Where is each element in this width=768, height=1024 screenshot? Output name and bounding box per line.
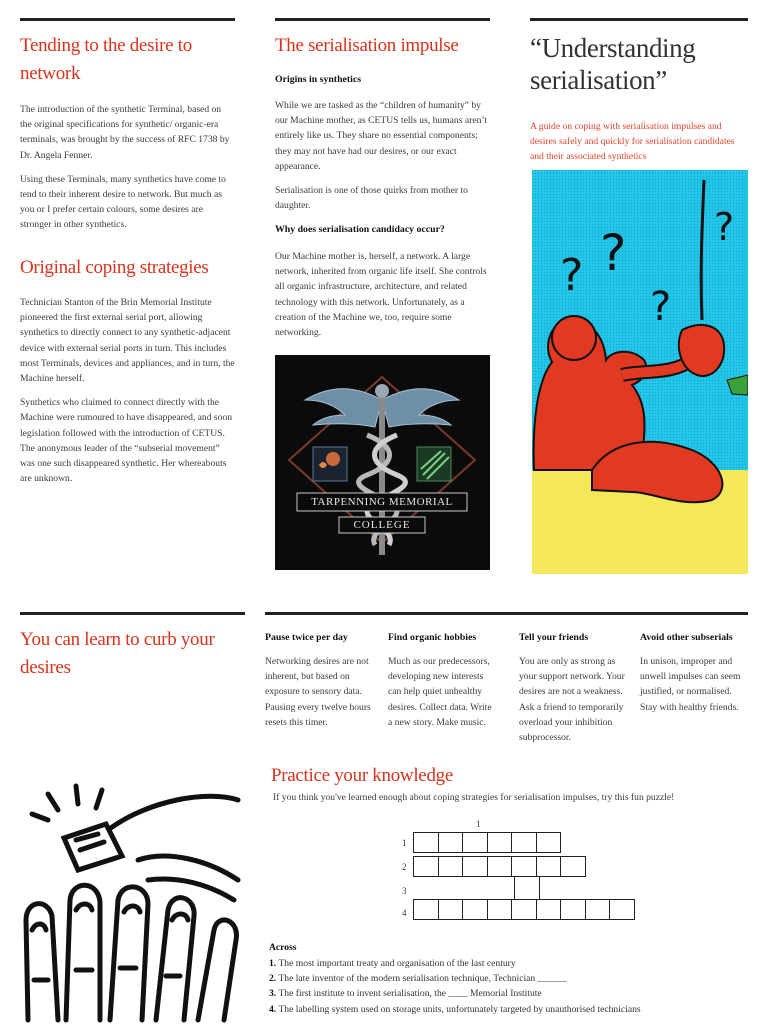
crossword-cell[interactable] bbox=[536, 899, 562, 920]
crossword-blank bbox=[413, 880, 439, 901]
crossword-row-4[interactable] bbox=[414, 899, 635, 920]
crossword-cell[interactable] bbox=[438, 832, 464, 853]
crossword-row-1[interactable] bbox=[414, 832, 561, 853]
cover-illustration bbox=[532, 170, 748, 574]
tip-hobbies-title: Find organic hobbies bbox=[388, 632, 477, 643]
heading-practice: Practice your knowledge bbox=[271, 765, 453, 786]
col1-text-bottom bbox=[20, 295, 235, 495]
col2-text-bottom bbox=[275, 249, 493, 349]
svg-text:?: ? bbox=[714, 205, 735, 249]
clue-1 bbox=[269, 956, 748, 971]
crossword-blank bbox=[438, 880, 464, 901]
tip-avoid bbox=[640, 630, 748, 715]
crossword-cell[interactable] bbox=[609, 899, 635, 920]
crossword-cell[interactable] bbox=[511, 899, 537, 920]
clue-number: 3. bbox=[269, 988, 277, 999]
crossword-cell[interactable] bbox=[487, 856, 513, 877]
tip-friends-text: You are only as strong as your support network. Your desires are not a weakness. Ask a friend to temporarily overload your inhibition subprocessor. bbox=[519, 656, 625, 744]
clue-text: The most important treaty and organisation of the last century bbox=[278, 958, 516, 969]
crossword-cell[interactable] bbox=[438, 899, 464, 920]
heading-serialisation-impulse: The serialisation impulse bbox=[275, 35, 459, 56]
tip-hobbies-text: Much as our predecessors, developing new interests can help quiet unhealthy desires. Collect data. Write a new story. Make music. bbox=[388, 656, 492, 728]
top-rule-col1 bbox=[20, 18, 235, 21]
caduceus-emblem-icon bbox=[275, 355, 490, 570]
across-label: Across bbox=[269, 942, 297, 953]
crossword-row-2[interactable] bbox=[414, 856, 586, 877]
crossword-row-number-4: 4 bbox=[402, 908, 407, 918]
crossword-row-number-3: 3 bbox=[402, 886, 407, 896]
crossword-cell[interactable] bbox=[585, 899, 611, 920]
clues-across-label bbox=[269, 940, 297, 955]
crossword-down-number: 1 bbox=[476, 819, 481, 829]
col2-text-top bbox=[275, 98, 493, 222]
seated-figure-illustration-icon bbox=[532, 170, 748, 574]
hand-reaching-plug-icon bbox=[18, 780, 246, 1024]
rule-bottom-col1 bbox=[20, 612, 245, 615]
clue-3 bbox=[269, 986, 748, 1001]
col1-text-top bbox=[20, 102, 235, 242]
col2-para3: Our Machine mother is, herself, a network. A large network, inherited from organic life itself. She controls all organic infrastructure, architecture, and related technology with this network. Unfortunately, as a creation of the Machine we, too, require some networking. bbox=[275, 251, 487, 339]
sub-origins: Origins in synthetics bbox=[275, 74, 362, 85]
tip-pause bbox=[265, 630, 375, 730]
crossword-cell[interactable] bbox=[462, 899, 488, 920]
svg-text:?: ? bbox=[650, 284, 672, 330]
crossword-cell[interactable] bbox=[536, 856, 562, 877]
sub-why: Why does serialisation candidacy occur? bbox=[275, 224, 445, 235]
clue-text: The first institute to invent serialisation, the ____ Memorial Institute bbox=[278, 988, 542, 999]
crossword-cell[interactable] bbox=[560, 856, 586, 877]
crossword-cell[interactable] bbox=[413, 832, 439, 853]
hand-plug-illustration bbox=[18, 780, 246, 1024]
crossword-cell[interactable] bbox=[462, 832, 488, 853]
col2-para2: Serialisation is one of those quirks from mother to daughter. bbox=[275, 185, 468, 212]
crossword-cell[interactable] bbox=[487, 832, 513, 853]
tip-pause-text: Networking desires are not inherent, but based on exposure to sensory data. Pausing every twelve hours resets this timer. bbox=[265, 656, 371, 728]
clue-2 bbox=[269, 971, 748, 986]
tip-avoid-text: In unison, improper and unwell impulses can seem justified, or normalised. Stay with healthy friends. bbox=[640, 656, 741, 713]
crossword-row-3[interactable] bbox=[414, 880, 488, 901]
crossword-cell[interactable] bbox=[511, 856, 537, 877]
svg-text:?: ? bbox=[600, 224, 627, 282]
heading-tending: Tending to the desire to network bbox=[20, 35, 192, 84]
rule-bottom-tips bbox=[265, 612, 748, 615]
crossword-row-number-2: 2 bbox=[402, 862, 407, 872]
clue-text: The labelling system used on storage units, unfortunately targeted by unauthorised technicians bbox=[278, 1004, 641, 1015]
clue-number: 4. bbox=[269, 1004, 277, 1015]
clue-number: 1. bbox=[269, 958, 277, 969]
college-emblem-image bbox=[275, 355, 490, 570]
heading-coping: Original coping strategies bbox=[20, 257, 209, 278]
tip-friends bbox=[519, 630, 629, 745]
crossword-cell[interactable] bbox=[438, 856, 464, 877]
top-rule-col2 bbox=[275, 18, 490, 21]
col1-para1: The introduction of the synthetic Terminal, based on the original specifications for synthetic/ organic-era terminals, was brought by the success of RFC 1738 by Dr. Angela Fenner. bbox=[20, 104, 230, 161]
clue-number: 2. bbox=[269, 973, 277, 984]
crossword-cell[interactable] bbox=[462, 856, 488, 877]
tip-avoid-title: Avoid other subserials bbox=[640, 632, 733, 643]
tip-hobbies bbox=[388, 630, 498, 730]
crossword-cell[interactable] bbox=[487, 899, 513, 920]
crossword-cell[interactable] bbox=[536, 832, 562, 853]
clue-4 bbox=[269, 1002, 748, 1024]
col1-para4: Synthetics who claimed to connect directly with the Machine were rumoured to have disappeared, and soon legislation followed with the introduction of CETUS. The anonymous leader of the “subserial movement” was one such disappeared synthetic. Her whereabouts are unknown. bbox=[20, 397, 233, 485]
top-rule-col3 bbox=[530, 18, 748, 21]
col1-para2: Using these Terminals, many synthetics have come to tend to their inherent desire to network. But much as you or I prefer certain colours, some desires are stronger in other synthetics. bbox=[20, 173, 226, 231]
tip-friends-title: Tell your friends bbox=[519, 632, 589, 643]
emblem-banner-top: TARPENNING MEMORIAL bbox=[311, 496, 453, 508]
crossword-row-number-1: 1 bbox=[402, 838, 407, 848]
clue-text: The late inventor of the modern serialisation technique, Technician ______ bbox=[278, 973, 567, 984]
practice-intro: If you think you've learned enough about coping strategies for serialisation impulses, try this fun puzzle! bbox=[273, 792, 675, 803]
crossword-down-column[interactable] bbox=[514, 876, 540, 900]
crossword-cell[interactable] bbox=[560, 899, 586, 920]
crossword-cell[interactable] bbox=[413, 856, 439, 877]
brochure-subtitle: A guide on coping with serialisation impulses and desires safely and quickly for serialisation candidates and their associated synthetics bbox=[530, 121, 735, 163]
crossword-cell[interactable] bbox=[413, 899, 439, 920]
emblem-banner-bottom: COLLEGE bbox=[353, 519, 411, 531]
crossword-cell[interactable] bbox=[511, 832, 537, 853]
col1-para3: Technician Stanton of the Brin Memorial Institute pioneered the first external serial port, allowing synthetics to directly connect to any synthetic-adjacent device with external serial ports in turn. This includes most Terminals, devices and appliances, and in turn, the Machine herself. bbox=[20, 297, 235, 385]
heading-curb-desires: You can learn to curb your desires bbox=[20, 629, 215, 678]
brochure-title: “Understanding serialisation” bbox=[530, 33, 696, 95]
svg-text:?: ? bbox=[560, 250, 584, 301]
crossword-blank bbox=[462, 880, 488, 901]
col2-para1: While we are tasked as the “children of humanity” by our Machine mother, as CETUS tells us, humans aren’t entirely like us. They share no essential components; they may not have had our desires, or our exact appearance. bbox=[275, 100, 488, 172]
tip-pause-title: Pause twice per day bbox=[265, 632, 348, 643]
